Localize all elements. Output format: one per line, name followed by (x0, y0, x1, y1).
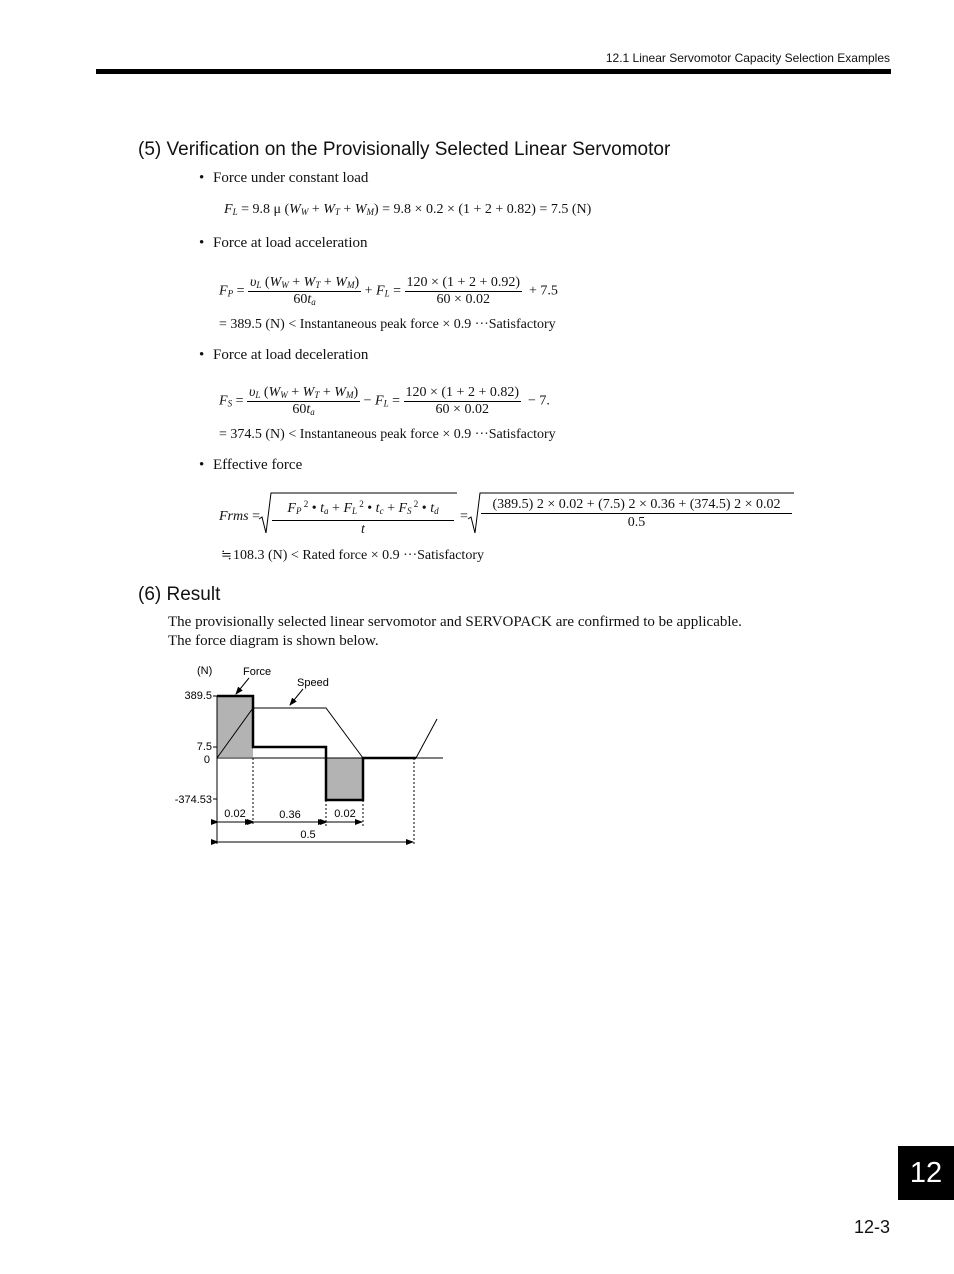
running-header: 12.1 Linear Servomotor Capacity Selection Examples (605, 51, 890, 65)
accel-shaded-region (217, 696, 253, 757)
rms-equals: = (460, 509, 468, 524)
rms-numerator: (389.5) 2 × 0.02 + (7.5) 2 × 0.36 + (374.5) 2 × 0.02 (481, 496, 792, 514)
decel-tail: − 7. (528, 393, 550, 409)
speed-next-cycle (416, 719, 437, 758)
decel-result: = 374.5 (N) < Instantaneous peak force × 0.9 ···Satisfactory (219, 427, 556, 442)
bullet-constant-load: • Force under constant load (199, 170, 368, 187)
accel-numerator: 120 × (1 + 2 + 0.92) (406, 275, 521, 290)
frms-label: Frms = (219, 509, 260, 524)
label-t1: 0.02 (224, 808, 246, 820)
label-t2: 0.36 (279, 809, 301, 821)
tick-389: 389.5 (184, 690, 212, 702)
chapter-tab: 12 (898, 1146, 954, 1200)
label-t3: 0.02 (334, 808, 356, 820)
bullet-deceleration: • Force at load deceleration (199, 347, 368, 364)
speed-label: Speed (297, 677, 329, 689)
label-total: 0.5 (300, 829, 316, 841)
rms-denominator: 0.5 (627, 515, 646, 530)
header-rule (96, 69, 891, 74)
speed-leader (290, 689, 303, 705)
result-paragraph-line-2: The force diagram is shown below. (168, 633, 379, 649)
tick-7-5: 7.5 (196, 741, 212, 753)
accel-result: = 389.5 (N) < Instantaneous peak force × 0.9 ···Satisfactory (219, 317, 556, 332)
force-leader (236, 678, 249, 694)
accel-denominator: 60 × 0.02 (436, 292, 490, 307)
rms-result-text: 108.3 (N) < Rated force × 0.9 ···Satisfactory (233, 548, 484, 563)
result-paragraph-line-1: The provisionally selected linear servomotor and SERVOPACK are confirmed to be applicable. (168, 614, 742, 630)
rms-right-fraction (481, 496, 792, 532)
equation-constant-load: $F_L = 9.8$ μ $(W_W + W_T + W_M) = 9.8 \times 0.2 \times (1 + 2 + 0.82) = 7.5$ (N) (224, 202, 592, 217)
equation-constant-rhs: ) = 9.8 × 0.2 × (1 + 2 + 0.82) = 7.5 (N) (374, 202, 592, 217)
rms-result: ≒108.3 (N) < Rated force × 0.9 ···Satisfactory (221, 547, 484, 563)
tick-neg: -374.53 (174, 794, 212, 806)
tick-0: 0 (203, 754, 210, 766)
decel-denominator: 60 × 0.02 (435, 402, 489, 417)
page-number: 12-3 (853, 1217, 890, 1237)
decel-numerator: 120 × (1 + 2 + 0.82) (405, 385, 520, 400)
force-diagram (160, 656, 460, 856)
force-label: Force (243, 666, 272, 678)
accel-tail: + 7.5 (529, 283, 558, 299)
bullet-effective: • Effective force (199, 457, 302, 474)
unit-label: (N) (197, 665, 213, 677)
equation-deceleration: $F_S$ = $\frac{\upsilon_L (W_W + W_T + W_M)}{60t_a}$ − $F_L$ = $\frac{120 \times (1 + 2 + 0.82)}{60 \times 0.02}$ − 7. (219, 385, 550, 417)
equation-acceleration: $F_P$ = $\frac{\upsilon_L (W_W + W_T + W_M)}{60t_a}$ + $F_L$ = $\frac{120 \times (1 + 2 + 0.92)}{60 \times 0.02}$ + 7.5 (219, 275, 558, 307)
section-5-heading: (5) Verification on the Provisionally Selected Linear Servomotor (138, 139, 671, 160)
bullet-acceleration: • Force at load acceleration (199, 235, 368, 252)
decel-shaded-region (326, 758, 363, 800)
section-6-heading: (6) Result (138, 584, 221, 605)
rms-left-fraction: $F_P$ $^2$ • $t_a + F_L$ $^2$ • $t_c + F_S$ $^2$ • $t_d$ t (272, 496, 454, 539)
